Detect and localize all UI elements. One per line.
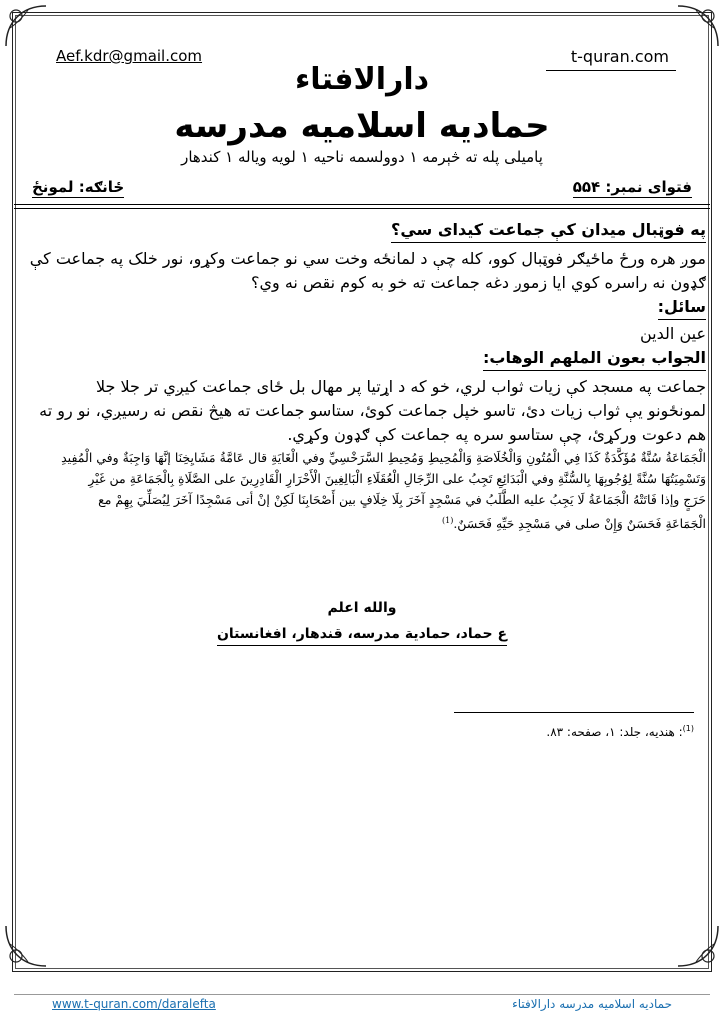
- institution-address: پامیلی پله ته څېرمه ۱ دوولسمه ناحیه ۱ لویه ویاله ۱ کندهار: [181, 148, 543, 166]
- signature: ع حماد، حمادية مدرسه، قندهار، افغانستان: [217, 626, 507, 646]
- ornament-corner-icon: [674, 922, 722, 970]
- fatwa-body: [14, 216, 710, 534]
- footnote-ref: (1): [441, 516, 454, 525]
- arabic-quote: [14, 510, 710, 534]
- fatwa-number: فتوای نمبر: ۵۵۴: [572, 178, 692, 196]
- asker-label: سائل:: [658, 295, 706, 320]
- divider: [14, 204, 710, 205]
- answer-text: لمونځونو یې ثواب زیات دئ، تاسو خپل جماعت کوئ، ستاسو جماعت ته هیڅ نقص نه رسیږي، نو رو ته: [39, 401, 706, 420]
- answer-text: هم دعوت ورکړئ، چې ستاسو سره په جماعت کې ګډون وکړي.: [287, 425, 706, 444]
- arabic-quote: وَتَسْمِيَتُهَا سُنَّةً لِوُجُوبِهَا بِالسُّنَّةِ وفي الْبَدَائِعِ تَجِبُ على الرِّجَالِ الْعُقَلَاءِ الْبَالِغِينَ الْأَحْرَارِ الْقَادِرِينَ على الصَّلَاةِ بِالْجَمَاعَةِ من غَيْرِ: [88, 471, 706, 486]
- ornament-corner-icon: [2, 2, 50, 50]
- answer-heading: الجواب بعون الملهم الوهاب:: [483, 346, 706, 371]
- divider: [14, 208, 710, 209]
- footnote-marker: (1): [682, 724, 694, 733]
- arabic-quote-end: الْجَمَاعَةِ فَحَسَنٌ وَإِنْ صلى في مَسْجِدِ حَيِّهِ فَحَسَنٌ.: [453, 516, 706, 532]
- question-text: ګډون نه راسره کوي ایا زموږ دغه جماعت ته خو به کوم نقص نه وي؟: [250, 273, 706, 292]
- ornament-corner-icon: [674, 2, 722, 50]
- institution-name: حمادیه اسلامیه مدرسه: [174, 106, 550, 146]
- footnote-text: : هنديه، جلد: ۱، صفحه: ۸۳.: [546, 725, 683, 739]
- question-text: موږ هره ورځ ماځیګر فوټبال کوو، کله چې د لمانځه وخت سي نو جماعت وکړو، نور خلک په جماعت کې: [29, 249, 706, 268]
- footer-link[interactable]: www.t-quran.com/daralefta: [52, 997, 216, 1011]
- page-title: دارالافتاء: [294, 62, 430, 97]
- footer-title: حمادیه اسلامیه مدرسه دارالافتاء: [512, 997, 672, 1011]
- ornament-corner-icon: [2, 922, 50, 970]
- footnote-divider: [454, 712, 694, 713]
- arabic-quote: الْجَمَاعَةُ سُنَّةٌ مُؤَكَّدَةٌ كَذَا فِي الْمُتُونِ وَالْخُلَاصَةِ وَالْمُحِيطِ وَمُحِيطِ السَّرَخْسِيِّ وفي الْغَايَةِ قال عَامَّةُ مَشَايِخِنَا إنَّهَا وَاجِبَةٌ وفي الْمُفِيدِ: [61, 450, 706, 465]
- closing-phrase: والله اعلم: [327, 600, 397, 616]
- contact-email[interactable]: Aef.kdr@gmail.com: [56, 47, 203, 65]
- footnote: [546, 724, 694, 739]
- fatwa-category: ځانګه: لمونځ: [32, 178, 125, 196]
- arabic-quote: حَرَجٍ وإذا فَاتَتْهُ الْجَمَاعَةُ لَا يَجِبُ عليه الطَّلَبُ في مَسْجِدٍ آخَرَ بِلَا خِلَافٍ بين أَصْحَابِنَا لَكِنْ إنْ أتى مَسْجِدًا آخَرَ لِيُصَلِّيَ بِهِمْ مع: [98, 492, 706, 507]
- footer-divider: [14, 994, 710, 995]
- asker-name: عين الدين: [640, 324, 706, 343]
- website-link[interactable]: t-quran.com: [570, 47, 669, 66]
- question-title: په فوټبال میدان کې جماعت کیدای سي؟: [391, 218, 706, 243]
- answer-text: جماعت په مسجد کې زیات ثواب لري، خو که د اړتیا پر مهال بل ځای جماعت کیږي تر جلا جلا: [95, 377, 706, 396]
